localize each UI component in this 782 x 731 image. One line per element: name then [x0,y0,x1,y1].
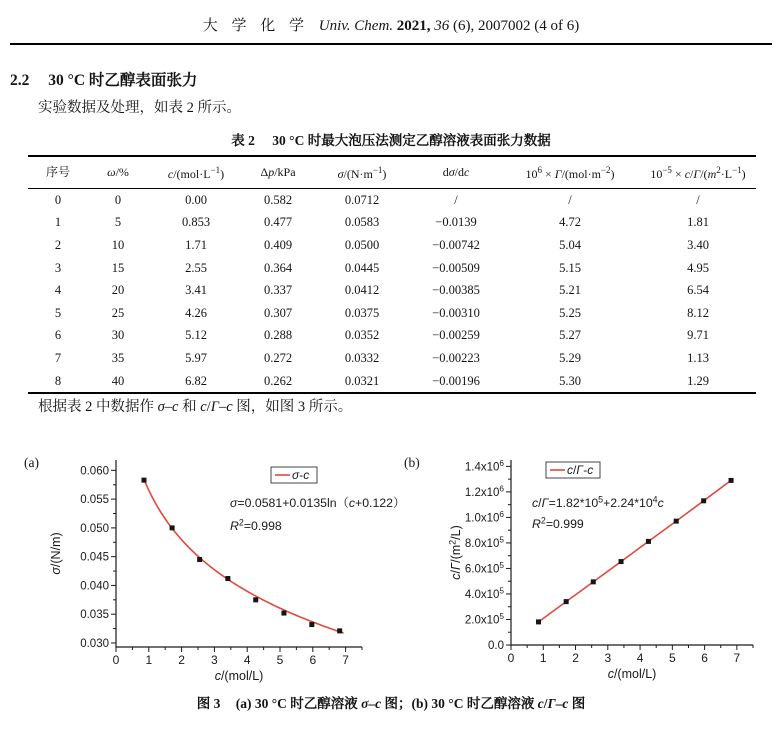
table-cell: 6.82 [185,373,207,388]
svg-text:c/Γ/(m2/L): $c/\Gamma/(m^2/L)$ [447,525,463,580]
svg-text:0.030: 0.030 [80,637,109,650]
table-cell: 4.26 [185,305,207,320]
table-cell: / [568,192,572,207]
table-cell: 5 [114,215,122,230]
table-cell: 1 [54,215,62,230]
svg-text:4.0x105: $4.0x10^5$ [464,586,504,601]
table-cell: 0.288 [263,328,293,343]
svg-text:R2=0.999: $R^2=0.999$ [532,515,584,531]
table-cell: 3.41 [185,283,207,298]
table-cell: 4 [54,283,62,298]
section-heading [10,68,197,90]
svg-text:c/(mol/L): c/(mol/L) [607,667,657,681]
svg-text:1: 1 [539,651,547,665]
svg-text:0: 0 [507,651,515,665]
section-title: 30 °C 时乙醇表面张力 [48,72,198,89]
table-cell: 4.95 [687,260,709,275]
table-cell: 0.0332 [344,350,380,365]
c-gamma-c-chart [398,450,773,695]
svg-text:5: 5 [668,651,676,665]
table-cell: 0 [114,192,122,207]
svg-text:1.4x106: $1.4x10^6$ [464,459,504,474]
svg-text:0.040: 0.040 [80,580,109,593]
table-cell: 5.27 [559,328,581,343]
table-cell: 0.0500 [344,237,380,252]
table-cell: 0.307 [263,305,293,320]
svg-text:7: 7 [733,651,741,665]
table-row [28,212,756,235]
svg-text:4: 4 [636,651,644,665]
svg-text:R2=0.998: $R^2=0.998$ [230,517,282,533]
svg-text:2.0x105: $2.0x10^5$ [464,612,504,627]
figure-caption-label: 图 3 [196,696,221,711]
table-cell: −0.00310 [432,305,480,320]
svg-text:c/Γ-c: c/Γ-c [567,463,594,478]
table-row [28,347,756,370]
table-cell: 35 [111,350,125,365]
axes [511,460,753,645]
paragraph-intro: 实验数据及处理，如表 2 所示。 [38,100,241,116]
figure-panel-a-label: (a) [24,455,39,470]
table-cell: 0.409 [263,237,293,252]
table-caption-label: 表 2 [231,133,255,148]
table-row [28,234,756,257]
journal-year: 2021, [396,18,431,34]
table-cell: 20 [111,283,125,298]
table-cell: −0.00223 [432,350,480,365]
table-cell: 40 [111,373,125,388]
table-caption-text: 30 °C 时最大泡压法测定乙醇溶液表面张力数据 [272,133,551,148]
table-row [28,302,756,325]
column-header: $c/(mol\cdot L^{-1})$ [148,156,244,189]
figure-panel-b-label: (b) [404,455,420,470]
table-cell: 5.25 [559,305,581,320]
column-header: Δp/kPa [244,156,312,189]
column-header: dσ/dc [412,156,500,189]
figure-caption-text: (a) 30 °C 时乙醇溶液 σ–c 图；(b) 30 °C 时乙醇溶液 c/Γ–c 图 [235,696,586,711]
journal-volume: 36 [434,18,450,34]
table-cell: 9.71 [687,328,709,343]
svg-text:3: 3 [211,653,218,667]
table-cell: −0.00196 [432,373,480,388]
svg-text:c/Γ=1.82*105+2.24*104c: $c/\Gamma=1.82*10^5+2.24*10^4c$ [532,494,664,510]
svg-text:1.0x106: $1.0x10^6$ [464,510,504,525]
legend [546,462,600,478]
table-cell: 6 [54,328,62,343]
table-cell: 5.29 [559,350,581,365]
table-cell: 0.364 [263,260,293,275]
svg-text:2: 2 [178,653,185,667]
paragraph-figure-ref: 根据表 2 中数据作 σ–c 和 c/Γ–c 图，如图 3 所示。 [38,399,353,415]
table-cell: 5.15 [559,260,581,275]
table-cell: 7 [54,350,62,365]
table-cell: 3 [54,260,62,275]
table-cell: 0.00 [185,192,207,207]
table-cell: / [696,192,700,207]
table-row [28,370,756,394]
column-header: $10^6 \times \Gamma/(mol\cdot m^{-2})$ [500,156,640,189]
table-row [28,257,756,280]
table-cell: 5 [54,305,62,320]
tick-marks [506,466,753,650]
data-table [28,155,756,394]
svg-text:0.055: 0.055 [80,494,109,507]
figure-caption [0,692,782,712]
svg-text:c/(mol/L): c/(mol/L) [214,669,264,683]
table-cell: 3.40 [687,237,709,252]
table-cell: / [454,192,458,207]
tick-labels [465,459,741,665]
table-cell: 30 [111,328,125,343]
table-cell: 0.337 [263,283,293,298]
table-cell: 5.97 [185,350,207,365]
svg-text:0.050: 0.050 [80,522,109,535]
svg-text:σ/(N/m): σ/(N/m) [49,532,63,575]
table-cell: 6.54 [687,283,709,298]
table-header-row [28,156,756,189]
table-cell: 0 [54,192,62,207]
table-cell: 1.29 [687,373,709,388]
legend [271,467,317,483]
table-cell: 0.0321 [344,373,380,388]
table-cell: 0.272 [263,350,293,365]
fit-equation [230,496,405,533]
svg-text:0.060: 0.060 [80,465,109,478]
svg-text:5: 5 [276,653,284,667]
table-cell: −0.00742 [432,237,480,252]
table-cell: 10 [111,237,125,252]
table-cell: 8 [54,373,62,388]
svg-text:σ=0.0581+0.0135ln（c+0.122）: σ=0.0581+0.0135ln（c+0.122） [230,496,406,510]
journal-header [0,14,782,35]
table-cell: 0.262 [263,373,293,388]
column-header: $\sigma/(N\cdot m^{-1})$ [312,156,412,189]
journal-name-latin: Univ. Chem. [318,18,394,34]
axes [116,460,362,647]
journal-name-cjk: 大 学 化 学 [202,18,309,34]
table-cell: 0.0583 [344,215,380,230]
sigma-c-chart [18,450,406,695]
svg-text:6.0x105: $6.0x10^5$ [464,561,504,576]
svg-text:0: 0 [112,653,120,667]
table-cell: 1.81 [687,215,709,230]
table-cell: 5.30 [559,373,581,388]
table-cell: 0.853 [181,215,211,230]
svg-text:3: 3 [604,651,612,665]
table-cell: 0.0375 [344,305,380,320]
data-table-wrapper [28,155,756,394]
table-cell: 2.55 [185,260,207,275]
header-divider [10,43,772,45]
svg-text:0.045: 0.045 [80,551,109,564]
svg-text:1: 1 [145,653,153,667]
table-cell: 0.0445 [344,260,380,275]
column-header: 序号 [28,156,88,189]
svg-text:7: 7 [342,653,349,667]
table-cell: 5.21 [559,283,581,298]
svg-text:8.0x105: $8.0x10^5$ [464,535,504,550]
table-cell: 25 [111,305,125,320]
table-row [28,325,756,348]
svg-text:6: 6 [309,653,317,667]
section-number: 2.2 [10,72,30,89]
table-row [28,279,756,302]
table-cell: 5.04 [559,237,581,252]
svg-text:0.035: 0.035 [80,609,109,622]
table-cell: 0.0412 [344,283,380,298]
table-cell: 0.477 [263,215,293,230]
table-cell: 0.582 [263,192,293,207]
table-cell: −0.00509 [432,260,480,275]
table-cell: −0.00259 [432,328,480,343]
journal-issue-pages: (6), 2007002 (4 of 6) [453,18,580,34]
table-caption [0,129,782,149]
table-cell: 1.71 [185,237,207,252]
svg-text:6: 6 [701,651,708,665]
svg-text:1.2x106: $1.2x10^6$ [464,484,504,499]
table-cell: 4.72 [559,215,581,230]
table-cell: 2 [54,237,62,252]
table-cell: 0.0712 [344,192,380,207]
svg-text:0.0: 0.0 [488,640,504,652]
column-header: ω/% [88,156,148,189]
svg-text:2: 2 [572,651,579,665]
svg-text:4: 4 [243,653,251,667]
table-cell: −0.00385 [432,283,480,298]
table-cell: 5.12 [185,328,207,343]
svg-text:σ-c: σ-c [292,468,310,483]
table-cell: −0.0139 [435,215,477,230]
table-cell: 15 [111,260,125,275]
table-cell: 0.0352 [344,328,380,343]
table-cell: 1.13 [687,350,709,365]
fit-equation [532,494,665,531]
column-header: $10^{-5} \times c/\Gamma/(m^2\cdot L^{-1})$ [640,156,756,189]
table-cell: 8.12 [687,305,709,320]
table-row [28,189,756,212]
